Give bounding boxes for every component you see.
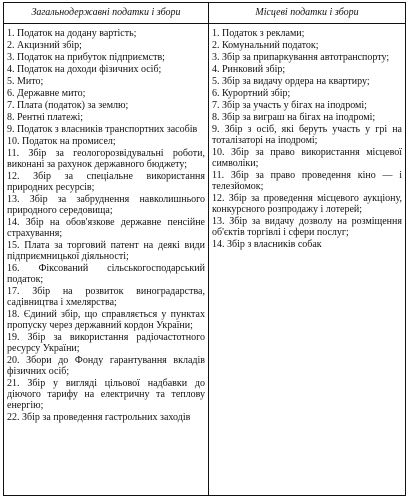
list-item: 5. Збір за видачу ордера на квартиру;: [212, 76, 370, 87]
list-item: 12. Збір за проведення місцевого аукціону, конкурсного розпродажу і лотерей;: [212, 193, 402, 215]
list-item: 8. Збір за виграш на бігах на іподромі;: [212, 112, 376, 123]
list-item: 18. Єдиний збір, що справляється у пунктах пропуску через державний кордон України;: [7, 309, 205, 331]
national-taxes-cell: [4, 24, 209, 496]
list-item: 19. Збір за використання радіочастотного ресурсу України;: [7, 332, 205, 354]
list-item: 14. Збір з власників собак: [212, 239, 322, 250]
list-item: 16. Фіксований сільськогосподарський податок;: [7, 263, 205, 285]
list-item: 11. Збір за геологорозвідувальні роботи, виконані за рахунок державного бюджету;: [7, 148, 205, 170]
header-national-taxes: Загальнодержавні податки і збори: [4, 3, 209, 24]
list-item: 22. Збір за проведення гастрольних заходів: [7, 412, 191, 423]
local-taxes-cell: [209, 24, 406, 496]
list-item: 1. Податок на додану вартість;: [7, 28, 137, 39]
list-item: 13. Збір за видачу дозволу на розміщення об'єктів торгівлі і сфери послуг;: [212, 216, 402, 238]
list-item: 7. Збір за участь у бігах на іподромі;: [212, 100, 367, 111]
list-item: 2. Акцизний збір;: [7, 40, 82, 51]
list-item: 15. Плата за торговий патент на деякі види підприємницької діяльності;: [7, 240, 205, 262]
list-item: 6. Державне мито;: [7, 88, 86, 99]
list-item: 3. Збір за припаркування автотранспорту;: [212, 52, 390, 63]
list-item: 5. Мито;: [7, 76, 44, 87]
list-item: 6. Курортний збір;: [212, 88, 291, 99]
list-item: 20. Збори до Фонду гарантування вкладів фізичних осіб;: [7, 355, 205, 377]
list-item: 17. Збір на розвиток виноградарства, садівництва і хмелярства;: [7, 286, 205, 308]
list-item: 8. Рентні платежі;: [7, 112, 84, 123]
list-item: 9. Збір з осіб, які беруть участь у грі на тоталізаторі на іподромі;: [212, 124, 402, 146]
table-body-row: [4, 24, 406, 496]
list-item: 12. Збір за спеціальне використання природних ресурсів;: [7, 171, 205, 193]
list-item: 4. Податок на доходи фізичних осіб;: [7, 64, 162, 75]
list-item: 21. Збір у вигляді цільової надбавки до діючого тарифу на електричну та теплову енергію;: [7, 378, 205, 411]
taxes-table: [3, 2, 406, 496]
list-item: 3. Податок на прибуток підприємств;: [7, 52, 165, 63]
list-item: 4. Ринковий збір;: [212, 64, 286, 75]
header-local-taxes: Місцеві податки і збори: [209, 3, 406, 24]
list-item: 1. Податок з реклами;: [212, 28, 305, 39]
list-item: 10. Податок на промисел;: [7, 136, 116, 147]
list-item: 11. Збір за право проведення кіно — і телезйомок;: [212, 170, 402, 192]
list-item: 2. Комунальний податок;: [212, 40, 319, 51]
national-taxes-list: [7, 28, 205, 423]
list-item: 13. Збір за забруднення навколишнього природного середовища;: [7, 194, 205, 216]
list-item: 7. Плата (податок) за землю;: [7, 100, 129, 111]
table-header-row: [4, 3, 406, 24]
list-item: 10. Збір за право використання місцевої символіки;: [212, 147, 402, 169]
list-item: 14. Збір на обов'язкове державне пенсійне страхування;: [7, 217, 205, 239]
list-item: 9. Податок з власників транспортних засобів: [7, 124, 198, 135]
local-taxes-list: [212, 28, 402, 250]
